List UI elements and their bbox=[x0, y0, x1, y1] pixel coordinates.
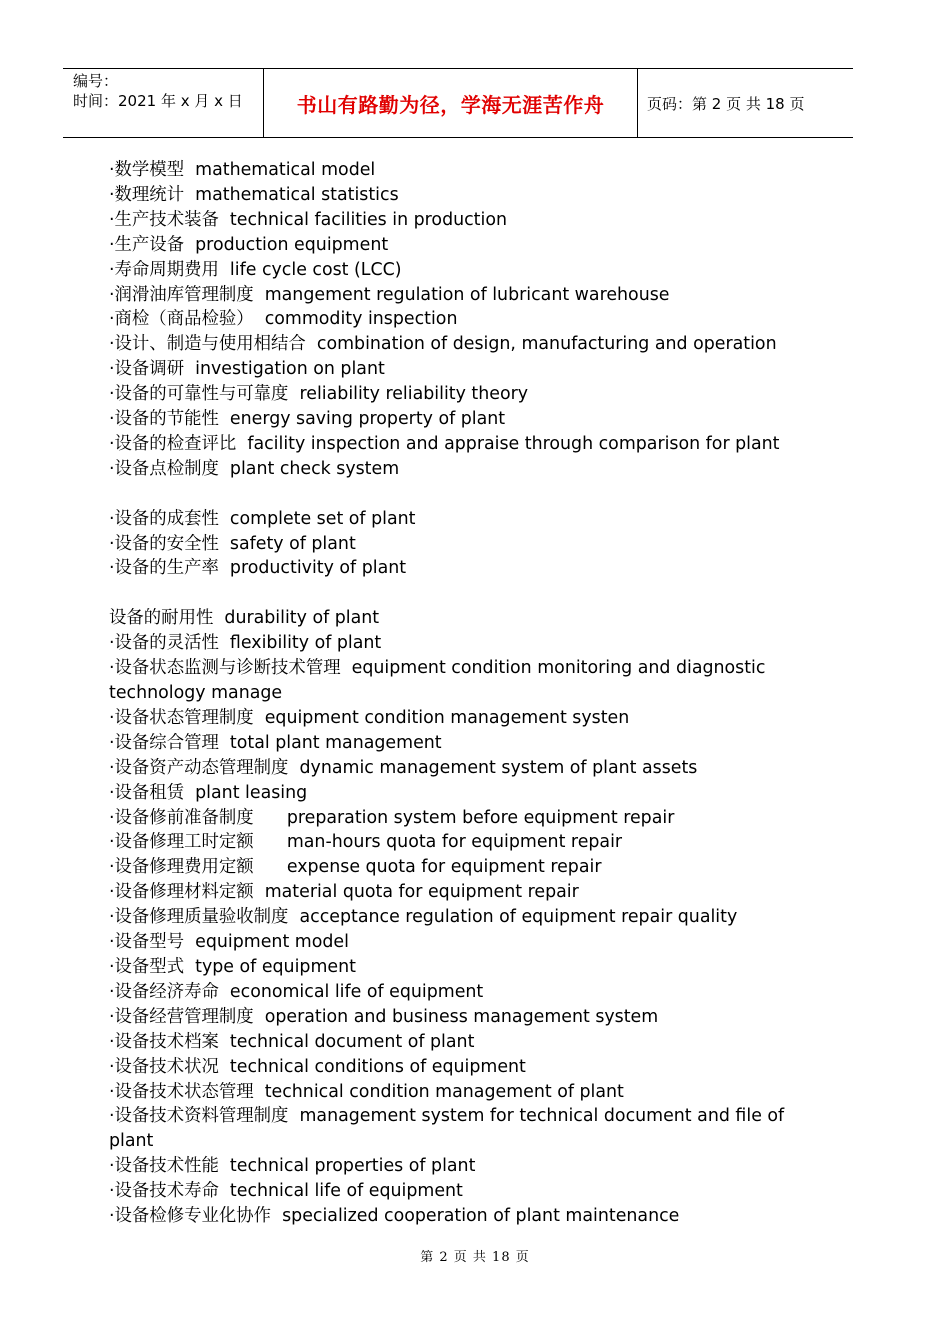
glossary-line: ·设备技术状况 technical conditions of equipment bbox=[109, 1056, 526, 1077]
glossary-line: ·设备修理工时定额 man-hours quota for equipment repair bbox=[109, 832, 623, 853]
glossary-line: technology manage bbox=[109, 683, 283, 703]
glossary-line: ·设备检修专业化协作 specialized cooperation of plant maintenance bbox=[109, 1206, 680, 1227]
glossary-content bbox=[109, 158, 809, 1229]
blank-line bbox=[109, 581, 809, 606]
header-motto-cell bbox=[263, 69, 638, 137]
glossary-line: ·设备技术资料管理制度 management system for technical document and file of bbox=[109, 1106, 785, 1127]
glossary-line: ·设备修前准备制度 preparation system before equipment repair bbox=[109, 807, 675, 828]
glossary-line: 设备的耐用性 durability of plant bbox=[109, 608, 380, 629]
glossary-line: ·润滑油库管理制度 mangement regulation of lubricant warehouse bbox=[109, 284, 670, 305]
glossary-line: ·商检（商品检验） commodity inspection bbox=[109, 309, 458, 330]
glossary-line: ·设计、制造与使用相结合 combination of design, manufacturing and operation bbox=[109, 334, 777, 355]
page-footer: 第 2 页 共 18 页 bbox=[420, 1250, 530, 1265]
glossary-line: ·设备调研 investigation on plant bbox=[109, 359, 385, 380]
glossary-line: ·设备经营管理制度 operation and business management system bbox=[109, 1006, 659, 1027]
glossary-line: ·设备点检制度 plant check system bbox=[109, 458, 400, 479]
motto-text: 书山有路勤为径，学海无涯苦作舟 bbox=[296, 92, 605, 117]
glossary-line: ·设备经济寿命 economical life of equipment bbox=[109, 981, 484, 1002]
glossary-line: ·数理统计 mathematical statistics bbox=[109, 184, 399, 205]
glossary-line: ·设备的检查评比 facility inspection and appraise through comparison for plant bbox=[109, 433, 780, 454]
glossary-line: ·设备综合管理 total plant management bbox=[109, 732, 442, 753]
blank-line bbox=[109, 482, 809, 507]
glossary-line: ·设备的生产率 productivity of plant bbox=[109, 558, 407, 579]
glossary-line: ·设备型号 equipment model bbox=[109, 932, 349, 953]
glossary-line: ·生产设备 production equipment bbox=[109, 234, 389, 255]
glossary-line: ·生产技术装备 technical facilities in production bbox=[109, 209, 507, 230]
glossary-line: ·设备的可靠性与可靠度 reliability reliability theory bbox=[109, 384, 529, 405]
glossary-line: ·设备技术性能 technical properties of plant bbox=[109, 1156, 476, 1177]
glossary-line: ·数学模型 mathematical model bbox=[109, 160, 376, 180]
page-number-label: 页码：第 2 页 共 18 页 bbox=[647, 94, 805, 113]
glossary-line: ·设备的节能性 energy saving property of plant bbox=[109, 409, 506, 430]
glossary-line: ·设备修理质量验收制度 acceptance regulation of equipment repair quality bbox=[109, 907, 738, 928]
glossary-line: ·设备状态管理制度 equipment condition management systen bbox=[109, 707, 630, 728]
glossary-line: ·设备型式 type of equipment bbox=[109, 956, 356, 977]
glossary-line: ·设备的安全性 safety of plant bbox=[109, 533, 356, 554]
glossary-line: ·设备的灵活性 flexibility of plant bbox=[109, 633, 382, 654]
glossary-line: ·设备技术状态管理 technical condition management of plant bbox=[109, 1081, 624, 1102]
header-page-cell bbox=[637, 69, 853, 137]
glossary-line: ·设备修理材料定额 material quota for equipment repair bbox=[109, 882, 579, 903]
time-label: 时间：2021 年 x 月 x 日 bbox=[73, 92, 243, 110]
glossary-line: ·设备的成套性 complete set of plant bbox=[109, 508, 416, 529]
glossary-line: ·设备技术寿命 technical life of equipment bbox=[109, 1181, 463, 1202]
glossary-line: ·设备修理费用定额 expense quota for equipment repair bbox=[109, 857, 602, 878]
glossary-line: ·设备资产动态管理制度 dynamic management system of plant assets bbox=[109, 757, 698, 778]
glossary-line: ·设备租赁 plant leasing bbox=[109, 782, 308, 803]
glossary-line: ·寿命周期费用 life cycle cost (LCC) bbox=[109, 259, 402, 280]
header-meta bbox=[63, 69, 263, 137]
glossary-line: ·设备状态监测与诊断技术管理 equipment condition monitoring and diagnostic bbox=[109, 658, 766, 679]
page-header bbox=[63, 68, 853, 138]
number-label: 编号： bbox=[73, 72, 119, 90]
glossary-line: ·设备技术档案 technical document of plant bbox=[109, 1031, 475, 1052]
glossary-line: plant bbox=[109, 1131, 154, 1152]
